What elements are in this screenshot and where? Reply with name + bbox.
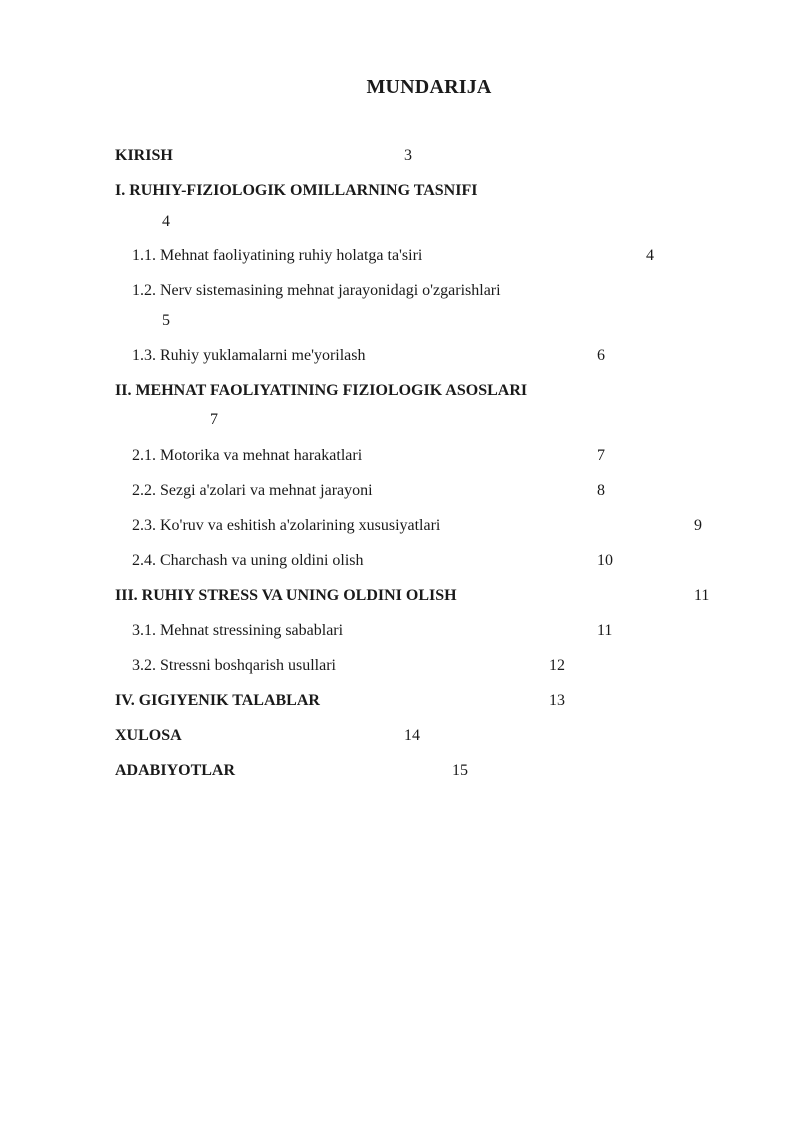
toc-entry-kirish: KIRISH — [115, 147, 173, 164]
toc-page-2-4: 10 — [597, 552, 613, 569]
toc-page-chapter-3: 11 — [694, 587, 710, 604]
toc-entry-1-3: 1.3. Ruhiy yuklamalarni me'yorilash — [132, 347, 366, 364]
toc-entry-3-2: 3.2. Stressni boshqarish usullari — [132, 657, 336, 674]
toc-entry-1-2: 1.2. Nerv sistemasining mehnat jarayonidagi o'zgarishlari — [132, 282, 501, 299]
toc-page-3-1: 11 — [597, 622, 613, 639]
toc-entry-2-4: 2.4. Charchash va uning oldini olish — [132, 552, 364, 569]
toc-page-chapter-1: 4 — [162, 213, 170, 230]
toc-page-adabiyotlar: 15 — [452, 762, 468, 779]
toc-entry-3-1: 3.1. Mehnat stressining sabablari — [132, 622, 344, 639]
toc-page-3-2: 12 — [549, 657, 565, 674]
toc-entry-xulosa: XULOSA — [115, 727, 182, 744]
toc-page-chapter-4: 13 — [549, 692, 565, 709]
toc-entry-chapter-4: IV. GIGIYENIK TALABLAR — [115, 692, 320, 709]
toc-page-chapter-2: 7 — [210, 411, 218, 428]
toc-page-1-1: 4 — [646, 247, 654, 264]
toc-page-xulosa: 14 — [404, 727, 420, 744]
toc-entry-chapter-1: I. RUHIY-FIZIOLOGIK OMILLARNING TASNIFI — [115, 182, 478, 199]
toc-page-2-2: 8 — [597, 482, 605, 499]
toc-entry-chapter-3: III. RUHIY STRESS VA UNING OLDINI OLISH — [115, 587, 457, 604]
toc-entry-2-2: 2.2. Sezgi a'zolari va mehnat jarayoni — [132, 482, 373, 499]
toc-page-1-2: 5 — [162, 312, 170, 329]
page-title: MUNDARIJA — [366, 76, 492, 98]
toc-entry-chapter-2: II. MEHNAT FAOLIYATINING FIZIOLOGIK ASOSLARI — [115, 382, 528, 399]
toc-page-2-1: 7 — [597, 447, 605, 464]
toc-entry-1-1: 1.1. Mehnat faoliyatining ruhiy holatga ta'siri — [132, 247, 423, 264]
toc-entry-adabiyotlar: ADABIYOTLAR — [115, 762, 236, 779]
toc-entry-2-3: 2.3. Ko'ruv va eshitish a'zolarining xususiyatlari — [132, 517, 441, 534]
toc-entry-2-1: 2.1. Motorika va mehnat harakatlari — [132, 447, 363, 464]
toc-page-2-3: 9 — [694, 517, 702, 534]
toc-page-1-3: 6 — [597, 347, 605, 364]
toc-page-kirish: 3 — [404, 147, 412, 164]
